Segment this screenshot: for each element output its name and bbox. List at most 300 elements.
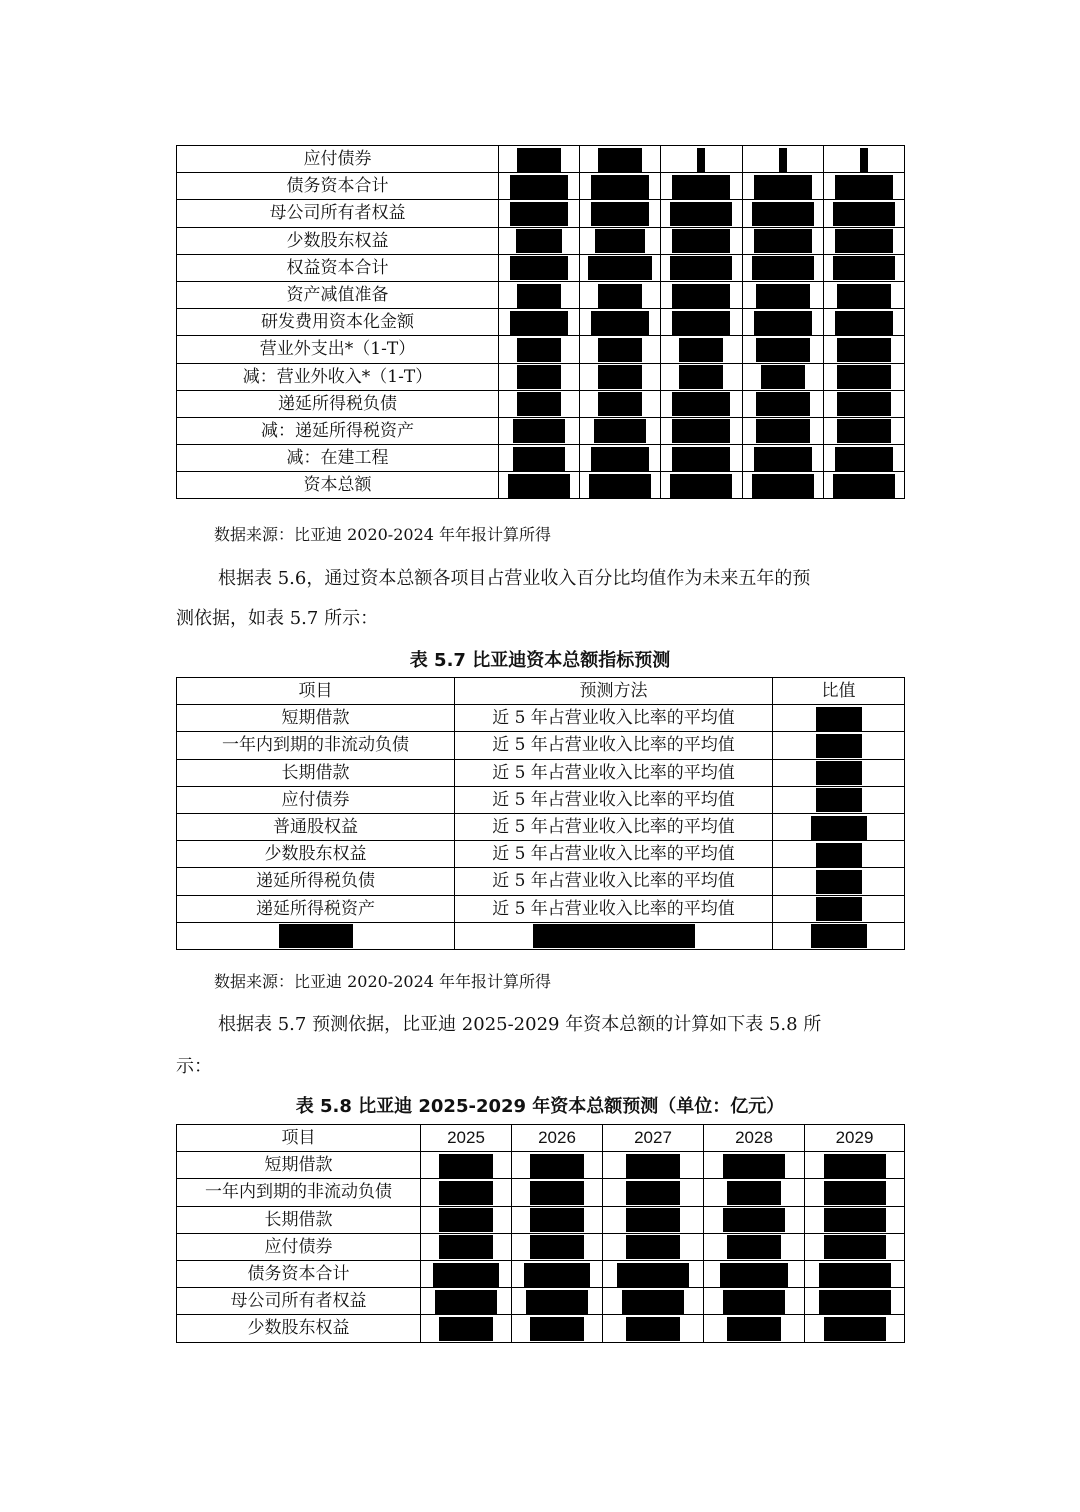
redaction-block [723, 1208, 785, 1232]
redacted-cell [742, 472, 823, 499]
redacted-cell [499, 417, 580, 444]
redaction-block [727, 1317, 781, 1341]
redaction-block [752, 202, 814, 226]
table-cell: 近 5 年占营业收入比率的平均值 [455, 759, 773, 786]
table-row [177, 813, 905, 840]
redacted-cell [823, 336, 904, 363]
redaction-block [672, 419, 730, 443]
table-cell: 少数股东权益 [177, 1315, 421, 1342]
redacted-cell [773, 786, 905, 813]
redacted-cell [742, 281, 823, 308]
redacted-cell [499, 254, 580, 281]
redaction-block [598, 365, 642, 389]
redacted-cell [499, 200, 580, 227]
redacted-cell [421, 1179, 512, 1206]
table-cell: 一年内到期的非流动负债 [177, 1179, 421, 1206]
table-row [177, 1260, 905, 1287]
table-row [177, 1152, 905, 1179]
redaction-block [670, 202, 732, 226]
redacted-cell [805, 1233, 905, 1260]
redaction-block [588, 256, 652, 280]
redacted-cell [704, 1179, 805, 1206]
redaction-block [591, 175, 649, 199]
table-row [177, 1315, 905, 1342]
redacted-cell [805, 1179, 905, 1206]
redacted-cell [512, 1152, 603, 1179]
table-cell: 预测方法 [455, 678, 773, 705]
redacted-cell [773, 705, 905, 732]
redacted-cell [421, 1288, 512, 1315]
table-row [177, 417, 905, 444]
redaction-block [816, 843, 862, 867]
redaction-block [833, 202, 895, 226]
redacted-cell [580, 173, 661, 200]
table-row [177, 173, 905, 200]
redaction-block [727, 1181, 781, 1205]
table-row [177, 1233, 905, 1260]
paragraph: 测依据，如表 5.7 所示： [176, 608, 379, 629]
table-caption: 表 5.8 比亚迪 2025-2029 年资本总额预测（单位：亿元） [295, 1096, 785, 1117]
redacted-cell [603, 1315, 704, 1342]
redacted-cell [580, 146, 661, 173]
redaction-block [679, 338, 723, 362]
redacted-cell [742, 390, 823, 417]
redacted-cell [742, 173, 823, 200]
redaction-block [626, 1317, 680, 1341]
table-row [177, 1125, 905, 1152]
redacted-cell [661, 227, 742, 254]
redacted-cell [661, 200, 742, 227]
redaction-block [626, 1181, 680, 1205]
table-row [177, 1179, 905, 1206]
redacted-cell [823, 390, 904, 417]
table-cell: 普通股权益 [177, 813, 455, 840]
redaction-block [833, 256, 895, 280]
redaction-block [754, 229, 812, 253]
redaction-block [754, 311, 812, 335]
redaction-block [835, 175, 893, 199]
redaction-block [591, 447, 649, 471]
redacted-cell [580, 472, 661, 499]
table-cell: 资产减值准备 [177, 281, 499, 308]
redaction-block [824, 1208, 886, 1232]
redacted-cell [421, 1206, 512, 1233]
redaction-block [517, 392, 561, 416]
redaction-block [598, 338, 642, 362]
redaction-block [517, 365, 561, 389]
redacted-cell [773, 895, 905, 922]
table-row [177, 200, 905, 227]
table-cell: 少数股东权益 [177, 227, 499, 254]
redaction-block [672, 175, 730, 199]
table-cell: 债务资本合计 [177, 173, 499, 200]
redacted-cell [742, 254, 823, 281]
redaction-block [811, 816, 867, 840]
table-row [177, 868, 905, 895]
redaction-block [723, 1290, 785, 1314]
redaction-block [526, 1290, 588, 1314]
redacted-cell [823, 417, 904, 444]
table-cell: 应付债券 [177, 146, 499, 173]
redaction-block [530, 1181, 584, 1205]
redaction-block [860, 148, 868, 172]
table-cell: 项目 [177, 678, 455, 705]
redacted-cell [512, 1179, 603, 1206]
redacted-cell [512, 1288, 603, 1315]
table-row [177, 146, 905, 173]
table-cell: 2025 [421, 1125, 512, 1152]
redaction-block [279, 924, 353, 948]
table-row [177, 732, 905, 759]
redacted-cell [580, 336, 661, 363]
paragraph: 根据表 5.6，通过资本总额各项目占营业收入百分比均值作为未来五年的预 [218, 568, 811, 589]
redaction-block [510, 311, 568, 335]
redaction-block [589, 474, 651, 498]
redacted-cell [512, 1260, 603, 1287]
table-row [177, 254, 905, 281]
paragraph: 示： [176, 1056, 212, 1077]
table-cell: 近 5 年占营业收入比率的平均值 [455, 705, 773, 732]
redacted-cell [773, 841, 905, 868]
redacted-cell [661, 173, 742, 200]
redacted-cell [742, 227, 823, 254]
redacted-cell [704, 1260, 805, 1287]
table-cell: 短期借款 [177, 705, 455, 732]
redacted-cell [742, 309, 823, 336]
redacted-cell [499, 281, 580, 308]
redaction-block [594, 419, 646, 443]
redaction-block [672, 311, 730, 335]
redaction-block [591, 202, 649, 226]
table-cell: 长期借款 [177, 1206, 421, 1233]
redacted-cell [704, 1315, 805, 1342]
table-cell: 营业外支出*（1-T） [177, 336, 499, 363]
table-row [177, 445, 905, 472]
redaction-block [816, 897, 862, 921]
redacted-cell [823, 309, 904, 336]
redacted-cell [704, 1233, 805, 1260]
table-cell: 近 5 年占营业收入比率的平均值 [455, 786, 773, 813]
redacted-cell [499, 227, 580, 254]
redacted-cell [805, 1152, 905, 1179]
redaction-block [754, 175, 812, 199]
redacted-cell [421, 1233, 512, 1260]
redacted-cell [742, 146, 823, 173]
table-row [177, 841, 905, 868]
table-cell: 少数股东权益 [177, 841, 455, 868]
redaction-block [819, 1263, 891, 1287]
redacted-cell [580, 309, 661, 336]
table-row [177, 1206, 905, 1233]
redaction-block [837, 365, 891, 389]
redaction-block [824, 1317, 886, 1341]
redaction-block [591, 311, 649, 335]
table-row [177, 759, 905, 786]
redacted-cell [499, 390, 580, 417]
redacted-cell [742, 336, 823, 363]
table-cell: 2026 [512, 1125, 603, 1152]
redaction-block [816, 707, 862, 731]
redacted-cell [603, 1233, 704, 1260]
redacted-cell [177, 922, 455, 949]
table-row [177, 1288, 905, 1315]
table-cell: 应付债券 [177, 786, 455, 813]
redacted-cell [580, 281, 661, 308]
table-cell: 2029 [805, 1125, 905, 1152]
table-cell: 递延所得税负债 [177, 390, 499, 417]
redaction-block [697, 148, 705, 172]
redaction-block [516, 229, 562, 253]
redacted-cell [805, 1288, 905, 1315]
redacted-cell [661, 417, 742, 444]
redaction-block [530, 1235, 584, 1259]
paragraph: 根据表 5.7 预测依据，比亚迪 2025-2029 年资本总额的计算如下表 5.8 所 [218, 1014, 822, 1035]
table-cell: 债务资本合计 [177, 1260, 421, 1287]
table-cell: 短期借款 [177, 1152, 421, 1179]
table-row [177, 472, 905, 499]
redacted-cell [742, 445, 823, 472]
redaction-block [837, 338, 891, 362]
redacted-cell [499, 173, 580, 200]
table-5-6-continued [176, 145, 905, 499]
table-row [177, 309, 905, 336]
redacted-cell [580, 417, 661, 444]
redacted-cell [773, 922, 905, 949]
redaction-block [672, 284, 730, 308]
redacted-cell [742, 417, 823, 444]
redaction-block [513, 419, 565, 443]
redaction-block [756, 392, 810, 416]
redacted-cell [499, 336, 580, 363]
redaction-block [439, 1181, 493, 1205]
redaction-block [595, 229, 645, 253]
redaction-block [756, 338, 810, 362]
redaction-block [727, 1235, 781, 1259]
redaction-block [508, 474, 570, 498]
redaction-block [433, 1263, 499, 1287]
table-cell: 递延所得税负债 [177, 868, 455, 895]
redaction-block [435, 1290, 497, 1314]
redaction-block [672, 229, 730, 253]
table-cell: 递延所得税资产 [177, 895, 455, 922]
data-source-note: 数据来源：比亚迪 2020-2024 年年报计算所得 [214, 525, 552, 544]
table-row [177, 895, 905, 922]
redacted-cell [823, 445, 904, 472]
redacted-cell [823, 200, 904, 227]
redaction-block [752, 474, 814, 498]
table-cell: 2028 [704, 1125, 805, 1152]
redaction-block [756, 419, 810, 443]
table-cell: 近 5 年占营业收入比率的平均值 [455, 813, 773, 840]
redaction-block [517, 284, 561, 308]
redacted-cell [773, 732, 905, 759]
redacted-cell [661, 309, 742, 336]
redaction-block [833, 474, 895, 498]
redaction-block [626, 1154, 680, 1178]
redacted-cell [661, 390, 742, 417]
redacted-cell [661, 445, 742, 472]
redaction-block [672, 392, 730, 416]
redacted-cell [499, 472, 580, 499]
redacted-cell [512, 1315, 603, 1342]
redaction-block [835, 447, 893, 471]
redaction-block [626, 1235, 680, 1259]
table-cell: 母公司所有者权益 [177, 1288, 421, 1315]
table-cell: 减：营业外收入*（1-T） [177, 363, 499, 390]
table-row [177, 363, 905, 390]
redaction-block [752, 256, 814, 280]
table-row [177, 390, 905, 417]
redacted-cell [421, 1152, 512, 1179]
table-cell: 权益资本合计 [177, 254, 499, 281]
redaction-block [517, 338, 561, 362]
redaction-block [816, 788, 862, 812]
redaction-block [626, 1208, 680, 1232]
redaction-block [779, 148, 787, 172]
redaction-block [679, 365, 723, 389]
redacted-cell [499, 146, 580, 173]
table-row [177, 227, 905, 254]
redacted-cell [580, 445, 661, 472]
redaction-block [824, 1181, 886, 1205]
redacted-cell [661, 472, 742, 499]
redaction-block [670, 474, 732, 498]
redaction-block [513, 447, 565, 471]
table-row [177, 922, 905, 949]
redaction-block [439, 1154, 493, 1178]
redacted-cell [499, 363, 580, 390]
table-row [177, 786, 905, 813]
redacted-cell [512, 1206, 603, 1233]
table-cell: 近 5 年占营业收入比率的平均值 [455, 732, 773, 759]
redaction-block [816, 761, 862, 785]
redacted-cell [512, 1233, 603, 1260]
redaction-block [819, 1290, 891, 1314]
redacted-cell [805, 1206, 905, 1233]
redacted-cell [580, 200, 661, 227]
table-cell: 比值 [773, 678, 905, 705]
redaction-block [617, 1263, 689, 1287]
redaction-block [672, 447, 730, 471]
table-cell: 一年内到期的非流动负债 [177, 732, 455, 759]
redacted-cell [773, 868, 905, 895]
redacted-cell [823, 173, 904, 200]
redacted-cell [580, 390, 661, 417]
redacted-cell [704, 1152, 805, 1179]
table-row [177, 336, 905, 363]
redacted-cell [661, 363, 742, 390]
redaction-block [510, 202, 568, 226]
table-cell: 2027 [603, 1125, 704, 1152]
redacted-cell [661, 336, 742, 363]
table-cell: 应付债券 [177, 1233, 421, 1260]
redaction-block [670, 256, 732, 280]
redacted-cell [499, 445, 580, 472]
redaction-block [598, 392, 642, 416]
redaction-block [837, 419, 891, 443]
redaction-block [824, 1235, 886, 1259]
redaction-block [439, 1208, 493, 1232]
table-cell: 减：递延所得税资产 [177, 417, 499, 444]
redaction-block [598, 148, 642, 172]
table-cell: 近 5 年占营业收入比率的平均值 [455, 841, 773, 868]
table-cell: 减：在建工程 [177, 445, 499, 472]
redacted-cell [823, 363, 904, 390]
table-cell: 研发费用资本化金额 [177, 309, 499, 336]
redacted-cell [421, 1315, 512, 1342]
redacted-cell [823, 254, 904, 281]
redaction-block [824, 1154, 886, 1178]
redacted-cell [823, 472, 904, 499]
redaction-block [510, 256, 568, 280]
table-cell: 长期借款 [177, 759, 455, 786]
redaction-block [622, 1290, 684, 1314]
redaction-block [835, 229, 893, 253]
redaction-block [530, 1154, 584, 1178]
redaction-block [510, 175, 568, 199]
redacted-cell [742, 200, 823, 227]
redaction-block [837, 284, 891, 308]
table-cell: 项目 [177, 1125, 421, 1152]
redacted-cell [805, 1315, 905, 1342]
redaction-block [761, 365, 805, 389]
redacted-cell [580, 363, 661, 390]
redacted-cell [823, 227, 904, 254]
redaction-block [816, 870, 862, 894]
redaction-block [835, 311, 893, 335]
redaction-block [837, 392, 891, 416]
redaction-block [598, 284, 642, 308]
redaction-block [756, 284, 810, 308]
table-row [177, 705, 905, 732]
redaction-block [816, 734, 862, 758]
redacted-cell [580, 227, 661, 254]
redacted-cell [580, 254, 661, 281]
redaction-block [530, 1208, 584, 1232]
table-caption: 表 5.7 比亚迪资本总额指标预测 [409, 650, 671, 671]
data-source-note: 数据来源：比亚迪 2020-2024 年年报计算所得 [214, 972, 552, 991]
table-cell: 母公司所有者权益 [177, 200, 499, 227]
redacted-cell [661, 281, 742, 308]
table-cell: 近 5 年占营业收入比率的平均值 [455, 868, 773, 895]
redaction-block [524, 1263, 590, 1287]
redaction-block [439, 1317, 493, 1341]
redacted-cell [742, 363, 823, 390]
redacted-cell [603, 1152, 704, 1179]
table-5-8 [176, 1124, 905, 1343]
redaction-block [811, 924, 867, 948]
redacted-cell [661, 146, 742, 173]
redacted-cell [603, 1260, 704, 1287]
redacted-cell [823, 281, 904, 308]
redaction-block [530, 1317, 584, 1341]
redacted-cell [499, 309, 580, 336]
redacted-cell [773, 813, 905, 840]
redaction-block [723, 1154, 785, 1178]
table-row [177, 281, 905, 308]
redacted-cell [661, 254, 742, 281]
redacted-cell [704, 1206, 805, 1233]
redaction-block [533, 924, 695, 948]
redacted-cell [455, 922, 773, 949]
redaction-block [754, 447, 812, 471]
redacted-cell [603, 1288, 704, 1315]
redacted-cell [773, 759, 905, 786]
redaction-block [439, 1235, 493, 1259]
redacted-cell [421, 1260, 512, 1287]
table-cell: 资本总额 [177, 472, 499, 499]
redacted-cell [823, 146, 904, 173]
